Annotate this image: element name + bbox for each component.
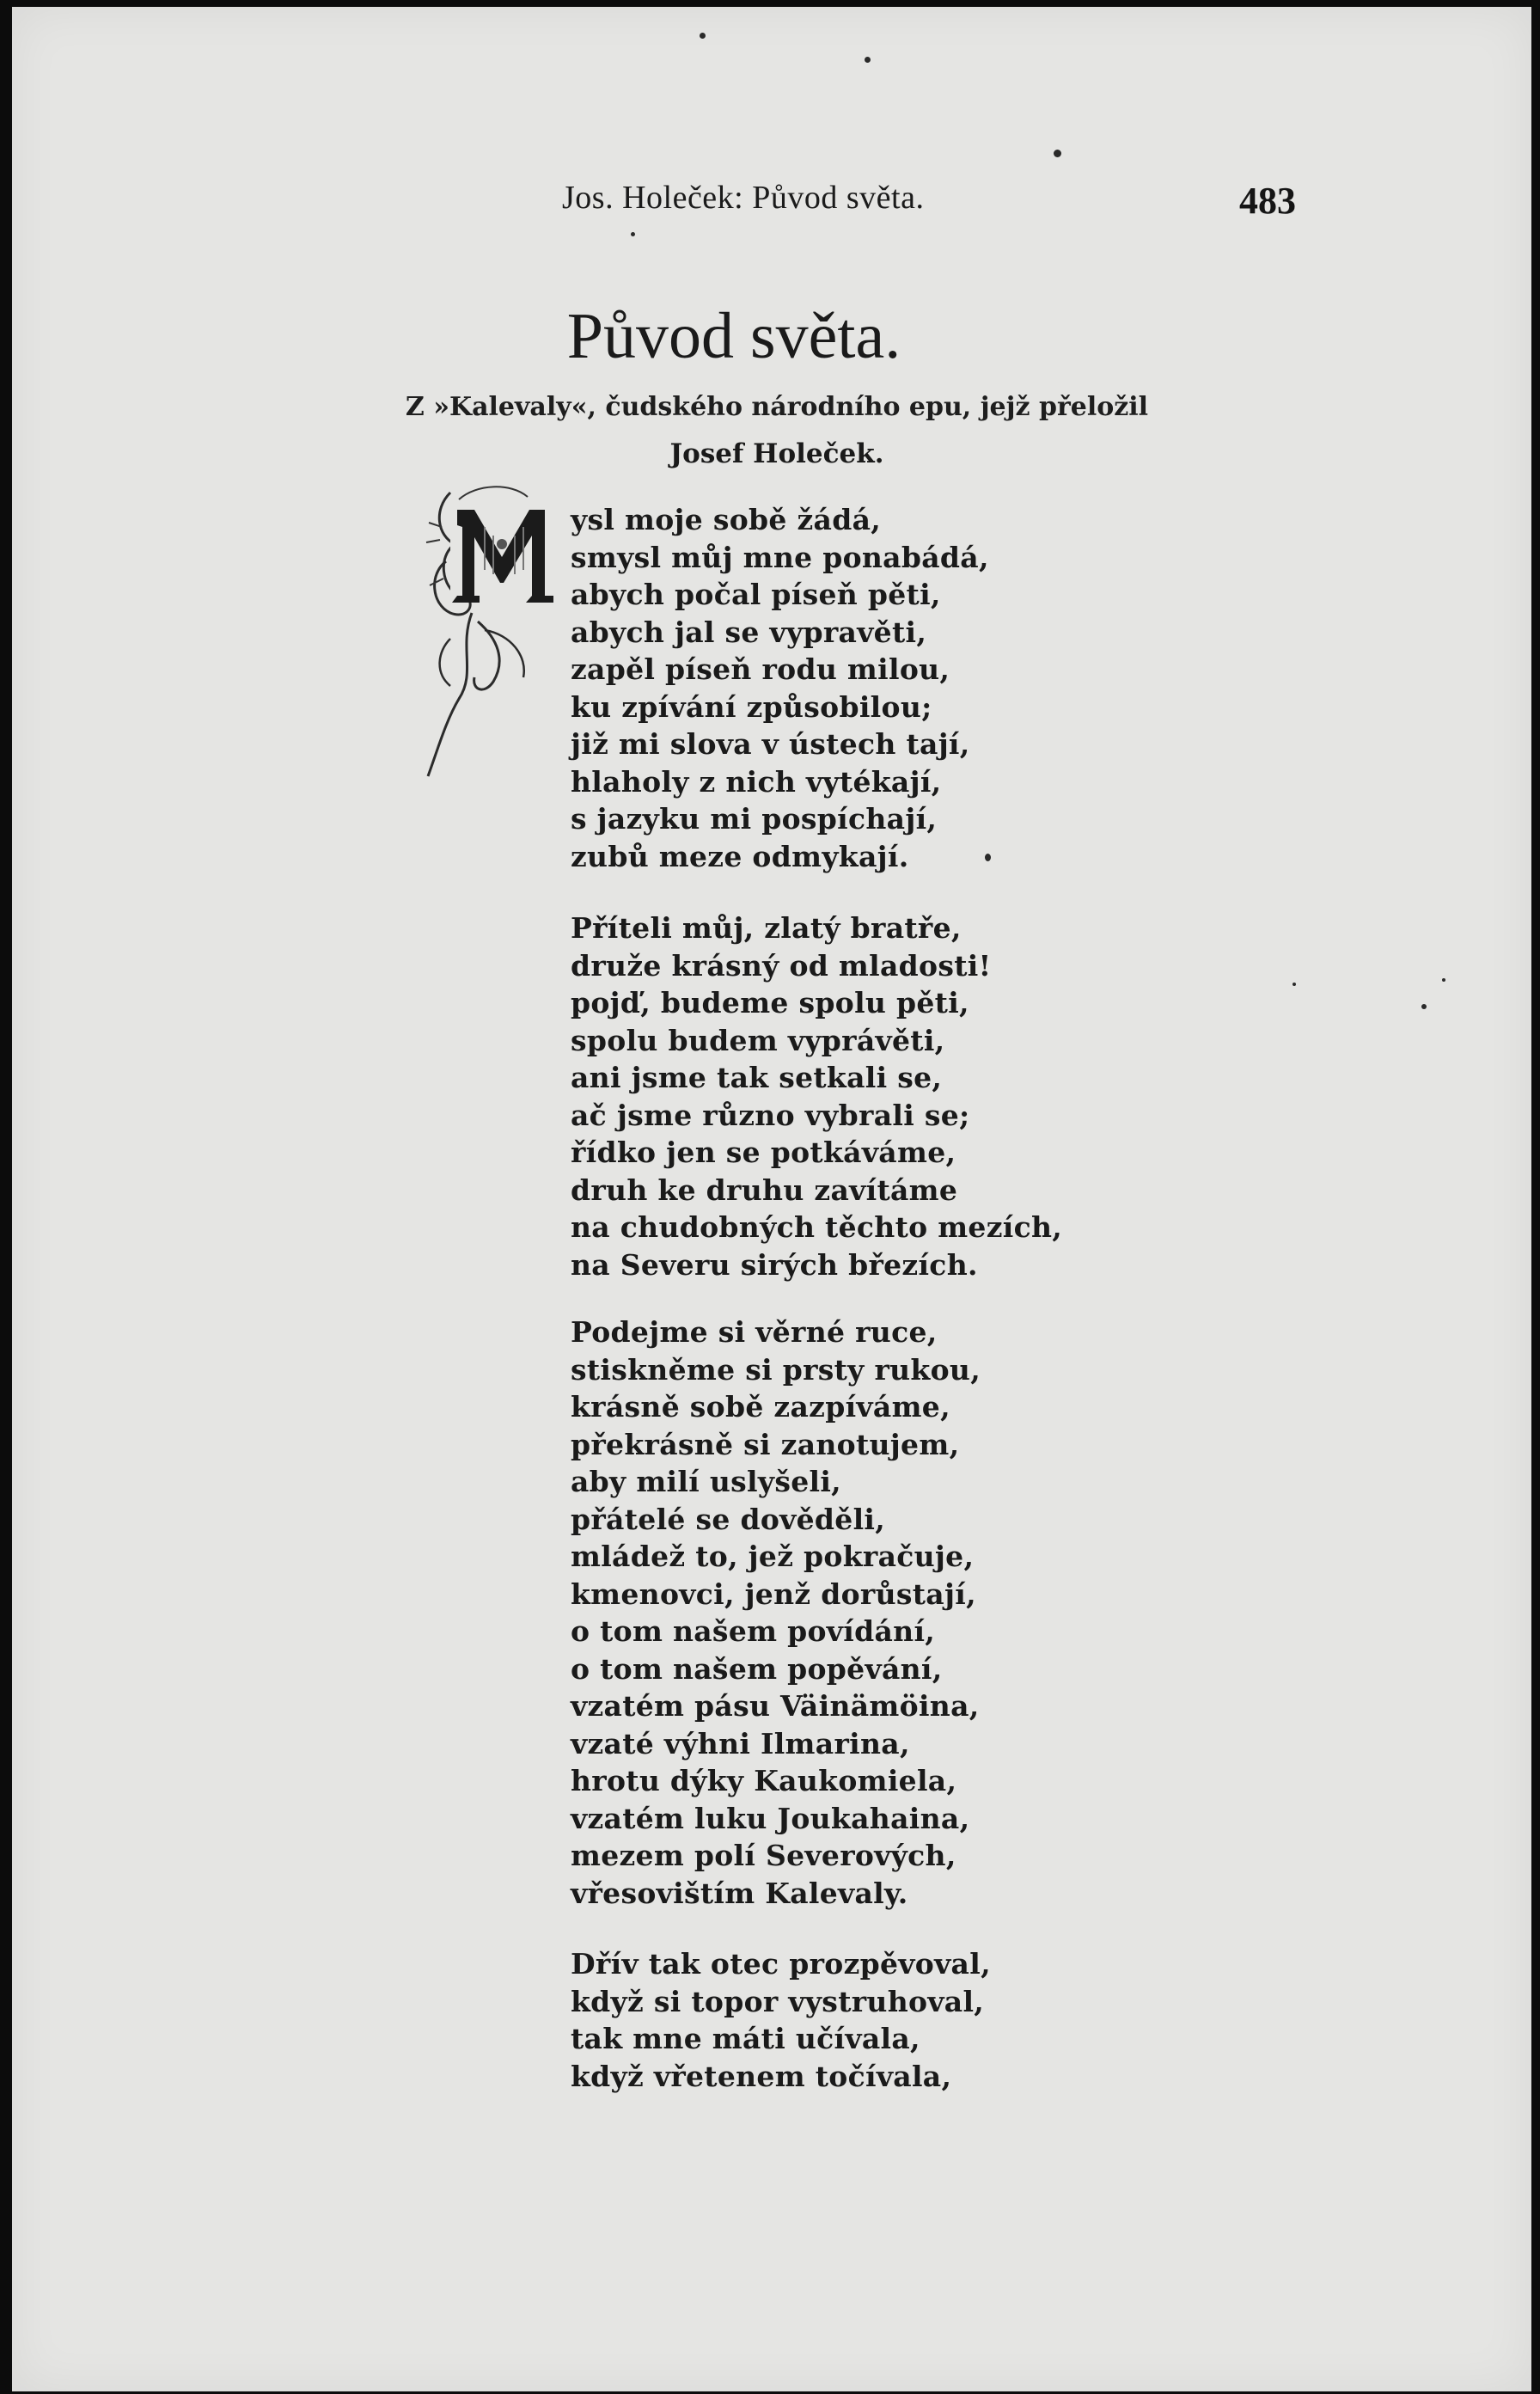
verse-line: aby milí uslyšeli,: [571, 1465, 841, 1498]
verse-line: ku zpívání způsobilou;: [571, 689, 932, 724]
verse-line: s jazyku mi pospíchají,: [571, 802, 938, 836]
verse-line: ysl moje sobě žádá,: [571, 503, 882, 536]
verse-line: když si topor vystruhoval,: [571, 1984, 985, 2018]
verse-line: přátelé se dověděli,: [571, 1502, 886, 1536]
verse-line: řídko jen se potkáváme,: [571, 1136, 956, 1169]
verse-line: kmenovci, jenž dorůstají,: [571, 1577, 976, 1611]
verse-line: smysl můj mne ponabádá,: [571, 540, 989, 574]
verse-line: druže krásný od mladosti!: [571, 948, 992, 983]
verse-line: vzatém pásu Väinämöina,: [571, 1689, 980, 1723]
verse-line: již mi slova v ústech tají,: [571, 727, 970, 761]
verse-line: zapěl píseň rodu milou,: [571, 652, 950, 686]
stanza-1: [571, 501, 1172, 875]
verse-line: mezem polí Severových,: [571, 1839, 956, 1872]
verse-line: na chudobných těchto mezích,: [571, 1210, 1063, 1244]
verse-line: hrotu dýky Kaukomiela,: [571, 1764, 957, 1797]
scan-speck: [700, 33, 706, 39]
scan-speck: [631, 232, 635, 236]
verse-line: když vřetenem točívala,: [571, 2059, 952, 2093]
verse-line: vzatém luku Joukahaina,: [571, 1801, 970, 1835]
scan-speck: [1054, 150, 1061, 157]
verse-line: spolu budem vyprávěti,: [571, 1023, 945, 1057]
verse-line: překrásně si zanotujem,: [571, 1427, 960, 1461]
running-title: Jos. Holeček: Původ světa.: [562, 180, 925, 216]
scan-speck: [985, 854, 991, 861]
scan-speck: [1421, 1004, 1427, 1009]
stanza-4: [571, 1945, 1172, 2095]
verse-line: abych počal píseň pěti,: [571, 578, 941, 611]
book-page: [12, 7, 1531, 2391]
verse-line: stiskněme si prsty rukou,: [571, 1352, 981, 1387]
verse-line: Příteli můj, zlatý bratře,: [571, 911, 962, 945]
page-number: 483: [1239, 180, 1296, 222]
verse-line: mládež to, jež pokračuje,: [571, 1540, 975, 1573]
verse-line: tak mne máti učívala,: [571, 2022, 920, 2055]
poem-subtitle: Z »Kalevaly«, čudského národního epu, jejž přeložil: [405, 392, 1149, 422]
verse-line: abych jal se vypravěti,: [571, 615, 927, 649]
ornamental-drop-cap-icon: [425, 475, 562, 785]
verse-line: o tom našem popěvání,: [571, 1651, 943, 1686]
stanza-2: [571, 909, 1172, 1283]
verse-line: ač jsme různo vybrali se;: [571, 1098, 970, 1132]
verse-line: pojď, budeme spolu pěti,: [571, 986, 969, 1019]
verse-line: vzaté výhni Ilmarina,: [571, 1726, 910, 1760]
scan-speck: [865, 57, 871, 63]
verse-line: zubů meze odmykají.: [571, 839, 909, 873]
verse-line: o tom našem povídání,: [571, 1614, 936, 1648]
scan-speck: [1292, 983, 1296, 986]
poem-title: Původ světa.: [566, 300, 901, 372]
translator-name: Josef Holeček.: [669, 438, 884, 469]
verse-line: hlaholy z nich vytékají,: [571, 764, 942, 799]
verse-line: vřesovištím Kalevaly.: [571, 1876, 908, 1910]
stanza-3: [571, 1313, 1172, 1912]
verse-line: Dřív tak otec prozpěvoval,: [571, 1947, 991, 1981]
scan-speck: [1442, 978, 1445, 982]
verse-line: krásně sobě zazpíváme,: [571, 1390, 950, 1424]
verse-line: Podejme si věrné ruce,: [571, 1315, 938, 1349]
verse-line: druh ke druhu zavítáme: [571, 1173, 958, 1207]
verse-line: ani jsme tak setkali se,: [571, 1061, 943, 1094]
verse-line: na Severu sirých březích.: [571, 1247, 978, 1282]
